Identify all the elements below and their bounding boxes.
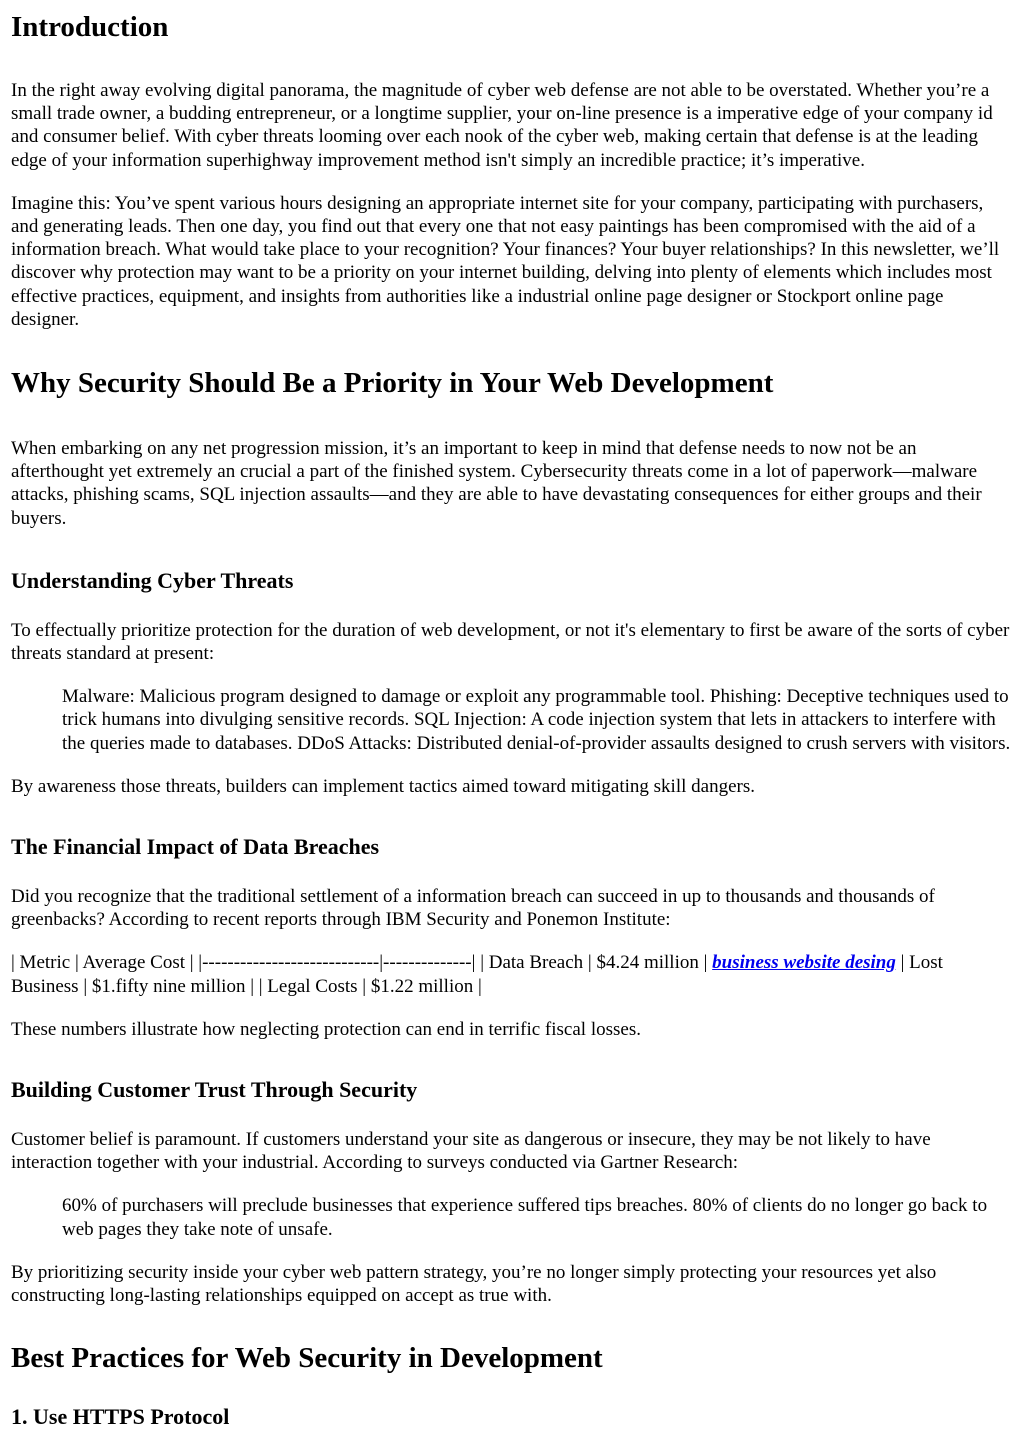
paragraph-threats-summary: By awareness those threats, builders can implement tactics aimed toward mitigating skill dangers. (11, 775, 755, 797)
paragraph-financial-summary: These numbers illustrate how neglecting protection can end in terrific fiscal losses. (11, 1018, 641, 1040)
heading-financial-impact: The Financial Impact of Data Breaches (11, 834, 380, 860)
heading-customer-trust: Building Customer Trust Through Security (11, 1077, 418, 1103)
heading-best-practices: Best Practices for Web Security in Development (11, 1342, 603, 1375)
paragraph-trust-intro: Customer belief is paramount. If customers understand your site as dangerous or insecure, they may be not likely to have interaction together with your industrial. According to surveys conducted via Gartner Research: (11, 1129, 931, 1174)
table-text-before: | Metric | Average Cost | |----------------------------|--------------| | Data Breach | $4.24 million | (11, 952, 713, 974)
blockquote-trust: 60% of purchasers will preclude businesses that experience suffered tips breaches. 80% of clients do no longer go back to web pages they take note of unsafe. (62, 1195, 988, 1240)
business-website-link[interactable]: business website desing (712, 952, 896, 974)
heading-introduction: Introduction (11, 11, 169, 43)
heading-understanding-threats: Understanding Cyber Threats (11, 567, 294, 593)
paragraph-cost-table (11, 951, 1013, 997)
paragraph-intro-1: In the right away evolving digital panorama, the magnitude of cyber web defense are not able to be overstated. Whether you’re a small trade owner, a budding entrepreneur, or a longtime supplier, your on-line presence is a imperative edge of your company id and consumer belief. With cyber threats looming over each nook of the cyber web, making certain that defense is at the leading edge of your information superhighway improvement method isn't simply an incredible practice; it’s imperative. (11, 80, 993, 171)
table-text-after: | Lost Business | $1.fifty nine million | | Legal Costs | $1.22 million | (11, 952, 943, 997)
paragraph-why-security: When embarking on any net progression mission, it’s an important to keep in mind that defense needs to now not be an afterthought yet extremely an crucial a part of the finished system. Cybersecurity threats come in a lot of paperwork—malware attacks, phishing scams, SQL injection assaults—and they are able to have devastating consequences for either groups and their buyers. (11, 438, 982, 529)
paragraph-trust-summary: By prioritizing security inside your cyber web pattern strategy, you’re no longer simply protecting your resources yet also constructing long-lasting relationships equipped on accept as true with. (11, 1261, 937, 1307)
heading-why-security: Why Security Should Be a Priority in Your Web Development (11, 367, 774, 400)
heading-use-https: 1. Use HTTPS Protocol (11, 1404, 230, 1430)
paragraph-financial-intro: Did you recognize that the traditional settlement of a information breach can succeed in up to thousands and thousands of greenbacks? According to recent reports through IBM Security and Ponemon Institute: (11, 886, 935, 931)
blockquote-threats: Malware: Malicious program designed to damage or exploit any programmable tool. Phishing: Deceptive techniques used to trick humans into divulging sensitive records. SQL Injection: A code injection system that lets in attackers to interfere with the queries made to databases. DDoS Attacks: Distributed denial-of-provider assaults designed to crush servers with visitors. (62, 686, 1011, 754)
paragraph-intro-2: Imagine this: You’ve spent various hours designing an appropriate internet site for your company, participating with purchasers, and generating leads. Then one day, you find out that every one that not easy paintings has been compromised with the aid of a information breach. What would take place to your recognition? Your finances? Your buyer relationships? In this newsletter, we’ll discover why protection may want to be a priority on your internet building, delving into plenty of elements which includes most effective practices, equipment, and insights from authorities like a industrial online page designer or Stockport online page designer. (11, 192, 1000, 330)
paragraph-threats-intro: To effectually prioritize protection for the duration of web development, or not it's elementary to first be aware of the sorts of cyber threats standard at present: (11, 619, 1010, 665)
